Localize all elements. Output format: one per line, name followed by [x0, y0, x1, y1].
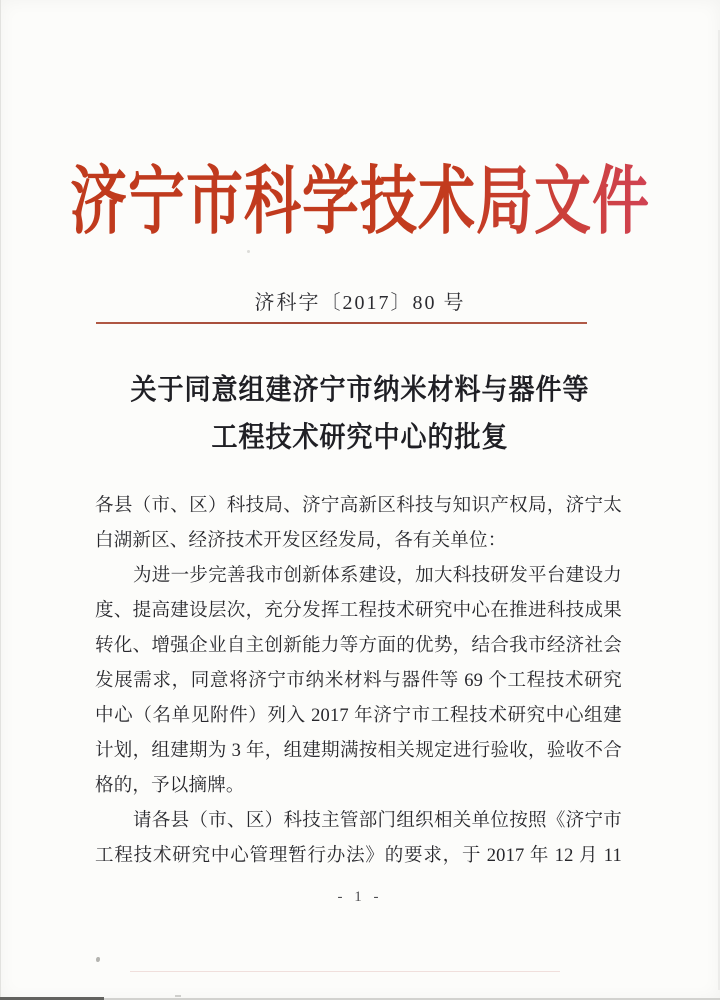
scan-speck	[175, 995, 181, 997]
scan-streak	[130, 971, 560, 972]
body-line: 中心（名单见附件）列入 2017 年济宁市工程技术研究中心组建	[95, 706, 622, 726]
scan-speck	[247, 250, 250, 253]
document-title-line-2: 工程技术研究中心的批复	[211, 421, 509, 453]
document-number: 济科字〔2017〕80 号	[254, 292, 466, 314]
body-line: 工程技术研究中心管理暂行办法》的要求，于 2017 年 12 月 11	[95, 846, 622, 866]
body-line: 请各县（市、区）科技主管部门组织相关单位按照《济宁市	[133, 811, 622, 831]
body-line: 度、提高建设层次，充分发挥工程技术研究中心在推进科技成果	[95, 601, 622, 621]
body-line: 计划，组建期为 3 年，组建期满按相关规定进行验收，验收不合	[95, 741, 622, 761]
document-letterhead: 济宁市科学技术局文件	[0, 142, 720, 249]
document-title	[0, 366, 720, 461]
page-number: - 1 -	[337, 889, 383, 905]
scan-edge-left	[0, 0, 1, 1000]
scan-speck	[96, 957, 100, 962]
body-line: 各县（市、区）科技局、济宁高新区科技与知识产权局，济宁太	[95, 496, 622, 516]
body-line: 格的，予以摘牌。	[95, 776, 245, 796]
red-separator-line	[96, 322, 587, 324]
body-text	[95, 489, 622, 874]
body-line: 转化、增强企业自主创新能力等方面的优势，结合我市经济社会	[95, 636, 622, 656]
document-title-line-1: 关于同意组建济宁市纳米材料与器件等	[130, 373, 590, 406]
body-line: 为进一步完善我市创新体系建设，加大科技研发平台建设力	[133, 566, 622, 586]
body-line: 白湖新区、经济技术开发区经发局，各有关单位：	[95, 531, 507, 551]
body-line: 发展需求，同意将济宁市纳米材料与器件等 69 个工程技术研究	[95, 671, 622, 691]
